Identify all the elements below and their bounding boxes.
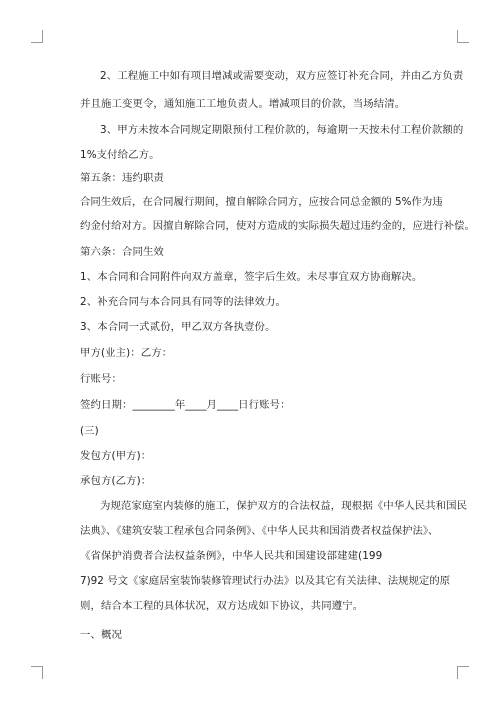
paragraph-line: 则，结合本工程的具体状况，双方达成如下协议，共同遵宁。 — [80, 600, 364, 612]
paragraph-line: 并且施工变更令，通知施工工地负责人。增减项目的价款，当场结清。 — [80, 98, 406, 110]
paragraph-line: 为规范家庭室内装修的施工，保护双方的合法权益，现根据《中华人民共和国民 — [100, 500, 468, 512]
paragraph-line: 3、本合同一式贰份，甲乙双方各执壹份。 — [80, 321, 276, 333]
paragraph-line: 《省保护消费者合法权益条例》，中华人民共和国建设部建建(199 — [80, 550, 383, 562]
paragraph-line: 1%支付给乙方。 — [80, 149, 160, 161]
section-heading: 第五条：违约职责 — [80, 172, 164, 184]
paragraph-line: 3、甲方未按本合同规定期限预付工程价款的，每逾期一天按未付工程价款额的 — [100, 124, 464, 136]
party-line: 承包方(乙方)： — [80, 475, 152, 487]
page-corner-mark-top-right — [457, 30, 469, 43]
paragraph-line: 合同生效后，在合同履行期间，擅自解除合同方，应按合同总金额的 5%作为违 — [80, 196, 443, 208]
signature-line: 签约日期：________年____月____日行账号： — [80, 399, 291, 411]
paragraph-line: 约金付给对方。因擅自解除合同，使对方造成的实际损失超过违约金的，应进行补偿。 — [80, 220, 475, 232]
paragraph-line: 1、本合同和合同附件向双方盖章，签字后生效。未尽事宜双方协商解决。 — [80, 271, 423, 283]
signature-line: 甲方(业主)：乙方： — [80, 347, 173, 359]
page-corner-mark-bottom-right — [457, 666, 469, 679]
paragraph-line: 法典》、《建筑安装工程承包合同条例》、《中华人民共和国消费者权益保护法》、 — [80, 525, 439, 537]
paragraph-line: 2、工程施工中如有项目增减或需要变动，双方应签订补充合同，并由乙方负责 — [100, 70, 464, 82]
page-corner-mark-bottom-left — [31, 666, 43, 679]
paragraph-line: 2、补充合同与本合同具有同等的法律效力。 — [80, 296, 287, 308]
section-heading: 第六条：合同生效 — [80, 246, 164, 258]
paragraph-line: 7)92 号文《家庭居室装饰装修管理试行办法》以及其它有关法律、法规规定的原 — [80, 575, 451, 587]
section-number: (三) — [80, 425, 99, 437]
party-line: 发包方(甲方)： — [80, 450, 152, 462]
page-corner-mark-top-left — [31, 30, 43, 43]
section-heading: 一、概况 — [80, 629, 122, 641]
signature-line: 行账号： — [80, 373, 122, 385]
